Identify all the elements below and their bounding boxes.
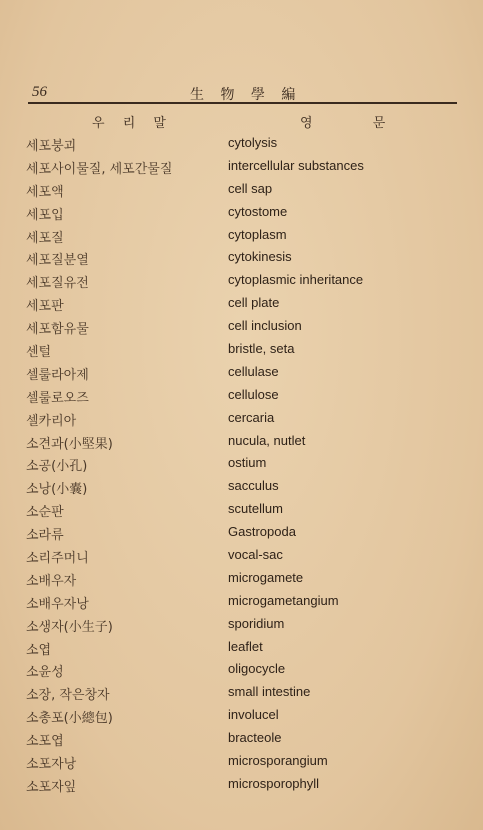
korean-term: 센털	[26, 345, 52, 361]
english-term: cytostome	[228, 203, 288, 219]
glossary-list	[0, 133, 483, 797]
glossary-row	[0, 247, 483, 270]
english-term: cell plate	[228, 295, 280, 311]
english-term: bristle, seta	[228, 341, 295, 357]
english-term: cytolysis	[228, 135, 278, 150]
korean-term: 소윤성	[26, 665, 64, 681]
glossary-row	[0, 431, 483, 454]
column-headers	[0, 112, 483, 134]
korean-term: 소엽	[26, 642, 52, 658]
glossary-row	[0, 179, 483, 202]
glossary-row	[0, 682, 483, 705]
english-term: involucel	[228, 707, 279, 723]
korean-term: 소라류	[26, 528, 64, 544]
english-term: bracteole	[228, 730, 282, 746]
header-rule	[28, 102, 457, 104]
glossary-row	[0, 225, 483, 248]
korean-term: 세포질분열	[26, 253, 89, 269]
english-term: microsporangium	[228, 753, 328, 769]
korean-term: 세포입	[26, 207, 64, 223]
english-term: cellulose	[228, 386, 279, 402]
glossary-row	[0, 408, 483, 431]
english-term: cell inclusion	[228, 318, 302, 334]
glossary-row	[0, 522, 483, 545]
korean-term: 세포판	[26, 299, 64, 315]
glossary-row	[0, 476, 483, 499]
korean-term: 소공(小孔)	[26, 459, 88, 475]
glossary-row	[0, 362, 483, 385]
korean-term: 소생자(小生子)	[26, 619, 113, 635]
glossary-row	[0, 499, 483, 522]
english-column-header: 영 문	[300, 116, 414, 131]
english-term: ostium	[228, 455, 267, 471]
korean-term: 셀카리아	[26, 413, 77, 429]
page-number: 56	[32, 84, 47, 100]
english-term: sporidium	[228, 615, 285, 631]
english-term: vocal-sac	[228, 547, 283, 563]
korean-term: 셀룰라아제	[26, 367, 89, 383]
korean-term: 세포붕괴	[26, 139, 77, 154]
korean-term: 소총포(小總包)	[26, 711, 113, 727]
korean-term: 세포질유전	[26, 276, 89, 292]
glossary-row	[0, 614, 483, 637]
korean-term: 세포함유물	[26, 322, 89, 338]
glossary-row	[0, 774, 483, 797]
korean-term: 소낭(小嚢)	[26, 482, 88, 498]
korean-term: 소리주머니	[26, 551, 89, 567]
glossary-row	[0, 751, 483, 774]
english-term: scutellum	[228, 501, 283, 517]
korean-column-header: 우 리 말	[92, 116, 173, 131]
glossary-row	[0, 293, 483, 316]
korean-term: 소포자잎	[26, 779, 77, 795]
glossary-row	[0, 316, 483, 339]
korean-term: 소장, 작은창자	[26, 688, 110, 704]
glossary-row	[0, 202, 483, 225]
english-term: sacculus	[228, 478, 279, 494]
english-term: leaflet	[228, 638, 263, 654]
english-term: nucula, nutlet	[228, 432, 306, 448]
english-term: cytokinesis	[228, 249, 292, 265]
glossary-row	[0, 156, 483, 179]
english-term: microgamete	[228, 569, 304, 585]
english-term: Gastropoda	[228, 524, 296, 540]
korean-term: 소견과(小堅果)	[26, 436, 113, 452]
korean-term: 소배우자낭	[26, 596, 89, 612]
glossary-row	[0, 453, 483, 476]
english-term: cytoplasm	[228, 226, 287, 242]
glossary-row	[0, 385, 483, 408]
glossary-row	[0, 568, 483, 591]
korean-term: 셀룰로오즈	[26, 390, 89, 406]
korean-term: 소포엽	[26, 734, 64, 750]
korean-term: 소배우자	[26, 573, 77, 589]
glossary-row	[0, 339, 483, 362]
korean-term: 세포사이물질, 세포간물질	[26, 161, 173, 177]
english-term: cellulase	[228, 363, 279, 379]
running-title: 生 物 學 編	[190, 87, 302, 103]
korean-term: 세포질	[26, 230, 64, 246]
english-term: microgametangium	[228, 592, 339, 608]
glossary-row	[0, 659, 483, 682]
glossary-row	[0, 728, 483, 751]
english-term: small intestine	[228, 684, 311, 700]
glossary-row	[0, 591, 483, 614]
english-term: microsporophyll	[228, 775, 320, 791]
english-term: intercellular substances	[228, 157, 364, 173]
glossary-row	[0, 705, 483, 728]
english-term: cell sap	[228, 180, 273, 196]
glossary-row	[0, 270, 483, 293]
english-term: cercaria	[228, 409, 275, 425]
english-term: oligocycle	[228, 661, 286, 677]
glossary-row	[0, 545, 483, 568]
korean-term: 소순판	[26, 505, 64, 521]
glossary-row	[0, 133, 483, 156]
page-header	[30, 82, 455, 104]
english-term: cytoplasmic inheritance	[228, 272, 364, 288]
korean-term: 소포자낭	[26, 757, 77, 773]
glossary-row	[0, 637, 483, 660]
korean-term: 세포액	[26, 184, 64, 200]
